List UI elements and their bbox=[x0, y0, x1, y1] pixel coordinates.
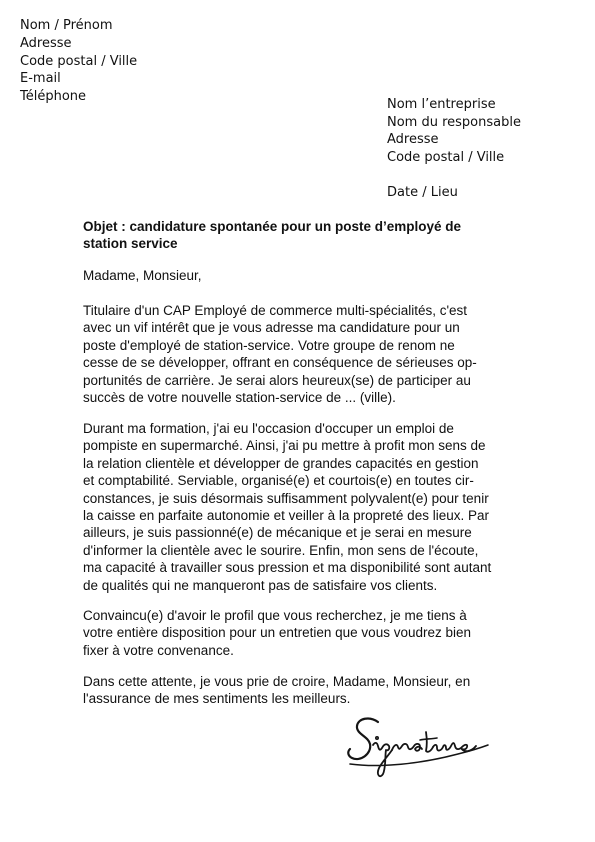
sender-postal-city: Code postal / Ville bbox=[20, 53, 138, 69]
paragraph-line: la caisse en parfaite autonomie et veiller à la propreté des lieux. Par bbox=[83, 508, 489, 524]
paragraph-line: fixer à votre convenance. bbox=[83, 642, 234, 658]
recipient-manager: Nom du responsable bbox=[387, 114, 521, 130]
paragraph-line: Dans cette attente, je vous prie de croire, Madame, Monsieur, en bbox=[83, 674, 471, 689]
sender-email: E-mail bbox=[20, 71, 61, 87]
sender-block bbox=[20, 17, 137, 106]
paragraph-line: constances, je suis désormais suffisamment polyvalent(e) pour tenir bbox=[83, 490, 489, 506]
paragraph-4 bbox=[83, 673, 470, 708]
sender-name: Nom / Prénom bbox=[20, 18, 113, 33]
recipient-company: Nom l’entreprise bbox=[387, 97, 496, 112]
paragraph-line: la relation clientèle et développer de grandes capacités en gestion bbox=[83, 455, 479, 471]
paragraph-line: avec un vif intérêt que je vous adresse ma candidature pour un bbox=[83, 320, 460, 336]
subject-line-1: Objet : candidature spontanée pour un poste d’employé de bbox=[83, 219, 462, 234]
paragraph-line: pompiste en supermarché. Ainsi, j'ai pu mettre à profit mon sens de bbox=[83, 438, 486, 454]
paragraph-line: de qualités qui ne manqueront pas de satisfaire vos clients. bbox=[83, 577, 438, 593]
paragraph-1 bbox=[83, 302, 477, 406]
sender-address: Adresse bbox=[20, 35, 72, 51]
recipient-address: Adresse bbox=[387, 132, 439, 147]
paragraph-line: portunités de carrière. Je serai alors heureux(se) de participer au bbox=[83, 372, 471, 388]
paragraph-line: ma capacité à travailler sous pression et ma disponibilité sont autant bbox=[83, 560, 492, 576]
paragraph-line: votre entière disposition pour un entretien que vous voudrez bien bbox=[83, 625, 471, 641]
paragraph-line: cesse de se développer, offrant en conséquence de sérieuses op- bbox=[83, 355, 477, 371]
recipient-postal-city: Code postal / Ville bbox=[387, 149, 505, 165]
subject-line-2: station service bbox=[83, 236, 178, 251]
handwritten-signature bbox=[340, 712, 500, 782]
signature-strokes bbox=[348, 719, 488, 777]
paragraph-2 bbox=[83, 420, 491, 594]
paragraph-line: poste d'employé de station-service. Votre groupe de renom ne bbox=[83, 337, 455, 353]
paragraph-line: Durant ma formation, j'ai eu l'occasion d'occuper un emploi de bbox=[83, 421, 454, 436]
sender-phone: Téléphone bbox=[20, 89, 87, 105]
paragraph-line: succès de votre nouvelle station-service de ... (ville). bbox=[83, 390, 396, 406]
paragraph-line: l'assurance de mes sentiments les meilleurs. bbox=[83, 691, 351, 707]
salutation: Madame, Monsieur, bbox=[83, 268, 202, 283]
recipient-block bbox=[387, 96, 521, 166]
paragraph-line: Titulaire d'un CAP Employé de commerce multi-spécialités, c'est bbox=[83, 303, 468, 318]
date-place: Date / Lieu bbox=[387, 185, 458, 200]
subject-line bbox=[83, 218, 503, 252]
paragraph-line: Convaincu(e) d'avoir le profil que vous recherchez, je me tiens à bbox=[83, 608, 467, 623]
paragraph-line: d'informer la clientèle avec le sourire. Enfin, mon sens de l'écoute, bbox=[83, 542, 479, 558]
paragraph-3 bbox=[83, 607, 471, 659]
paragraph-line: et comptabilité. Serviable, organisé(e) et courtois(e) en toutes cir- bbox=[83, 473, 474, 489]
paragraph-line: ailleurs, je suis passionné(e) de mécanique et je serai en mesure bbox=[83, 525, 472, 541]
